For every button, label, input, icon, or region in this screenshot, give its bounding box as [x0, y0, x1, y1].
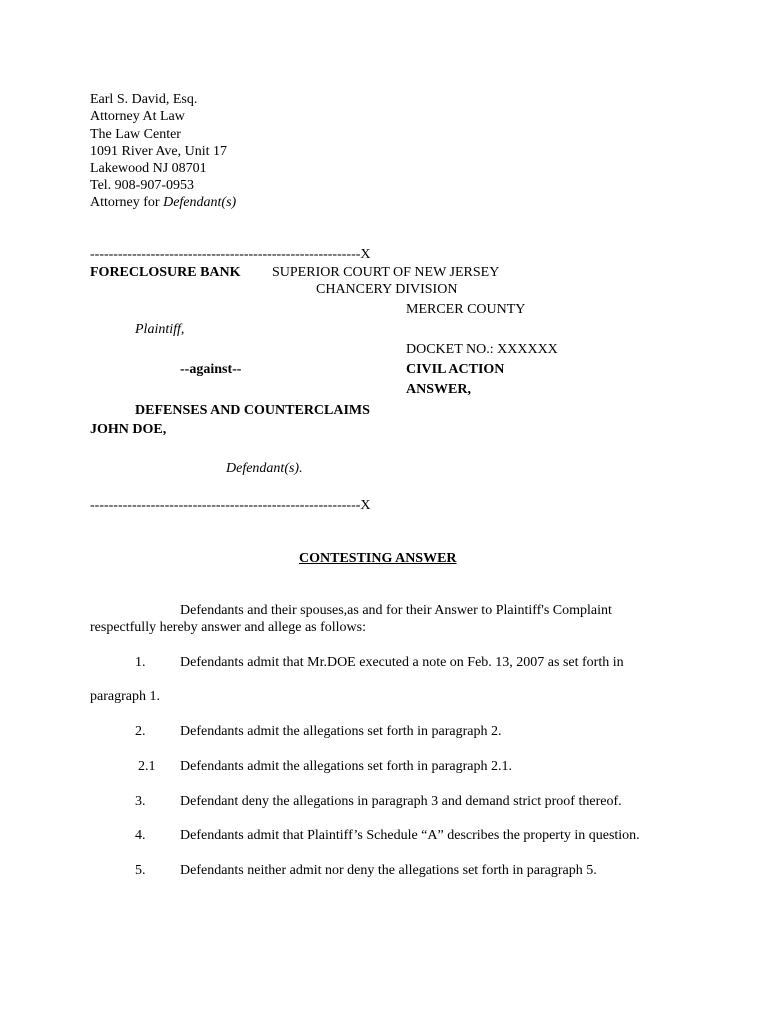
attorney-tel: Tel. 908-907-0953 — [90, 178, 195, 193]
attorney-city: Lakewood NJ 08701 — [90, 161, 207, 176]
court-county: MERCER COUNTY — [406, 302, 526, 317]
paragraph-number: 4. — [135, 828, 146, 843]
paragraph-text: Defendant deny the allegations in paragraph 3 and demand strict proof thereof. — [180, 794, 622, 809]
paragraph-continuation: paragraph 1. — [90, 689, 160, 704]
attorney-for-prefix: Attorney for — [90, 195, 164, 210]
paragraph-text: Defendants admit the allegations set forth in paragraph 2.1. — [180, 759, 513, 774]
paragraph-number: 1. — [135, 655, 146, 670]
against-label: --against-- — [180, 362, 242, 377]
court-name: SUPERIOR COURT OF NEW JERSEY — [272, 265, 500, 280]
civil-action-label: CIVIL ACTION — [406, 362, 505, 377]
attorney-street: 1091 River Ave, Unit 17 — [90, 144, 228, 159]
docket-number: DOCKET NO.: XXXXXX — [406, 342, 558, 357]
paragraph-number: 2.1 — [138, 759, 156, 774]
paragraph-number: 3. — [135, 794, 146, 809]
defenses-label: DEFENSES AND COUNTERCLAIMS — [135, 403, 370, 418]
paragraph-text: Defendants admit that Mr.DOE executed a note on Feb. 13, 2007 as set forth in — [180, 655, 624, 670]
caption-rule-top: ----------------------------------------------------------X — [90, 247, 371, 262]
court-division: CHANCERY DIVISION — [316, 282, 458, 297]
paragraph-text: Defendants admit that Plaintiff’s Schedule “A” describes the property in question. — [180, 828, 640, 843]
paragraph-text: Defendants neither admit nor deny the allegations set forth in paragraph 5. — [180, 863, 597, 878]
defendant-name: JOHN DOE, — [90, 422, 167, 437]
attorney-for-party: Defendant(s) — [163, 195, 237, 210]
attorney-for-line — [90, 194, 236, 211]
attorney-firm: The Law Center — [90, 127, 181, 142]
paragraph-text: Defendants admit the allegations set forth in paragraph 2. — [180, 724, 502, 739]
caption-rule-bottom: ----------------------------------------------------------X — [90, 498, 371, 513]
paragraph-number: 5. — [135, 863, 146, 878]
intro-line-2: respectfully hereby answer and allege as follows: — [90, 620, 367, 635]
intro-line-1: Defendants and their spouses,as and for their Answer to Plaintiff's Complaint — [180, 603, 612, 618]
attorney-title: Attorney At Law — [90, 109, 185, 124]
plaintiff-name: FORECLOSURE BANK — [90, 265, 241, 280]
paragraph-number: 2. — [135, 724, 146, 739]
answer-label: ANSWER, — [406, 382, 471, 397]
plaintiff-role: Plaintiff, — [135, 322, 185, 337]
defendant-role: Defendant(s). — [226, 461, 303, 476]
document-heading: CONTESTING ANSWER — [299, 551, 457, 566]
attorney-name: Earl S. David, Esq. — [90, 92, 198, 107]
